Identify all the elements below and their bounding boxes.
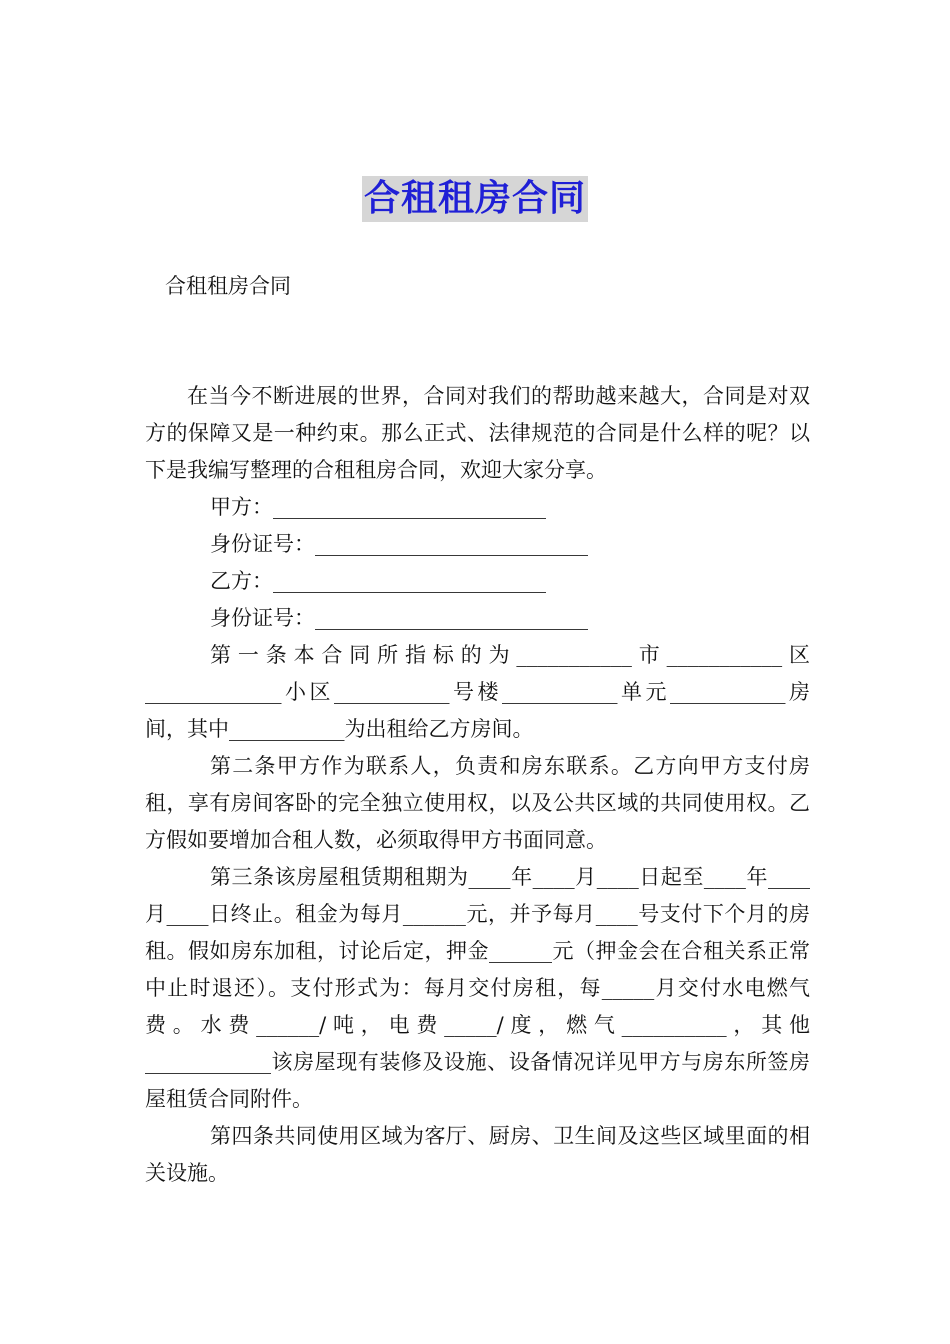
party-b-id-field: 身份证号：__________________________ [210, 606, 588, 630]
intro-paragraph: 在当今不断进展的世界，合同对我们的帮助越来越大，合同是对双方的保障又是一种约束。那么正式、法律规范的合同是什么样的呢？以下是我编写整理的合租租房合同，欢迎大家分享。 [145, 384, 810, 482]
title-container [0, 176, 950, 222]
party-a-field: 甲方：__________________________ [210, 495, 546, 519]
document-subtitle: 合租租房合同 [165, 274, 291, 298]
party-b-field: 乙方：__________________________ [210, 569, 546, 593]
clause-2: 第二条甲方作为联系人，负责和房东联系。乙方向甲方支付房租，享有房间客卧的完全独立使用权，以及公共区域的共同使用权。乙方假如要增加合租人数，必须取得甲方书面同意。 [145, 754, 810, 852]
clause-1: 第一条本合同所指标的为___________市___________区_____________小区___________号楼___________单元___________房间，其中___________为出租给乙方房间。 [145, 643, 810, 741]
party-a-id-field: 身份证号：__________________________ [210, 532, 588, 556]
document-title: 合租租房合同 [362, 176, 588, 222]
document-body [145, 378, 810, 1192]
clause-3: 第三条该房屋租赁期租期为____年____月____日起至____年____月____日终止。租金为每月______元，并予每月____号支付下个月的房租。假如房东加租，讨论后定，押金______元（押金会在合租关系正常中止时退还）。支付形式为：每月交付房租，每_____月交付水电燃气费。水费______/吨，电费_____/度，燃气__________，其他____________该房屋现有装修及设施、设备情况详见甲方与房东所签房屋租赁合同附件。 [145, 865, 810, 1111]
clause-4: 第四条共同使用区域为客厅、厨房、卫生间及这些区域里面的相关设施。 [145, 1124, 810, 1185]
